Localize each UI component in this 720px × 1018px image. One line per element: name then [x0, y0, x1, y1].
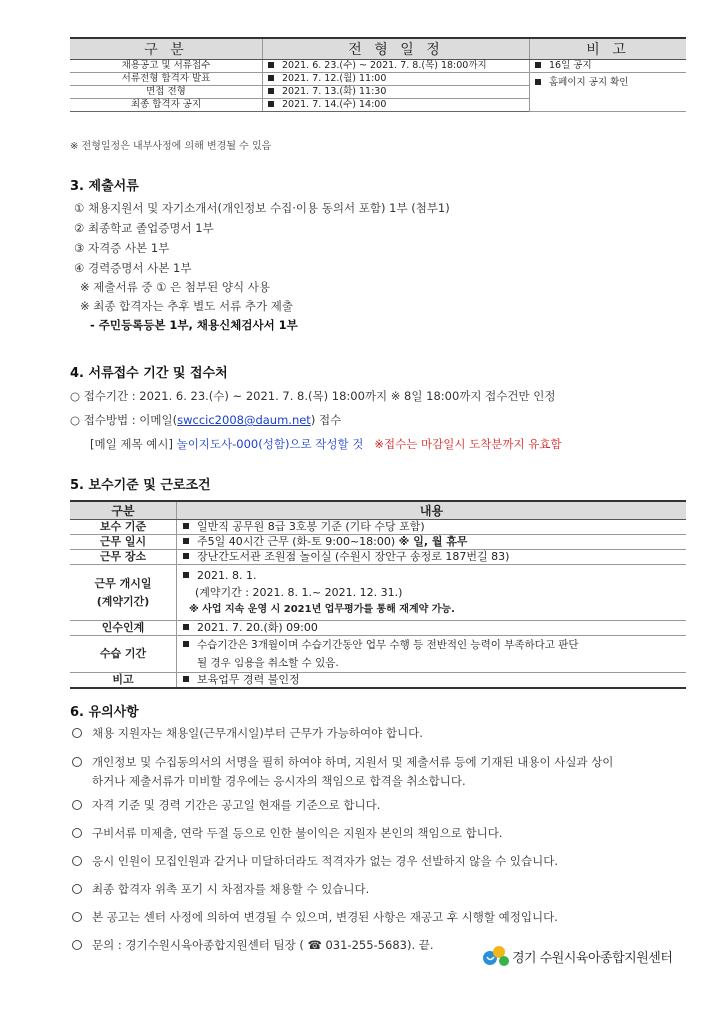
subject-deadline-note: ※접수는 마감일시 도착분까지 유효함 [374, 437, 562, 451]
start-label-line1: 근무 개시일 [94, 576, 152, 590]
caution-text: 자격 기준 및 경력 기간은 공고일 현재를 기준으로 합니다. [92, 798, 381, 812]
caution-item [72, 853, 558, 869]
start-date-text: 2021. 8. 1. [197, 569, 257, 582]
method-prefix: ○ 접수방법 : 이메일( [70, 413, 178, 427]
schedule-header-date: 전 형 일 정 [263, 38, 530, 60]
document-item: ② 최종학교 졸업증명서 1부 [74, 221, 214, 235]
remark-value [177, 673, 687, 689]
circle-bullet-icon [72, 828, 82, 838]
bullet-icon [535, 79, 541, 85]
conditions-row [70, 535, 686, 550]
document-item: ③ 자격증 사본 1부 [74, 241, 170, 255]
caution-text: 최종 합격자 위촉 포기 시 차점자를 채용할 수 있습니다. [92, 882, 370, 896]
schedule-item: 최종 합격자 공지 [70, 99, 263, 112]
circle-bullet-icon [72, 757, 82, 767]
circle-bullet-icon [72, 912, 82, 922]
document-item: ④ 경력증명서 사본 1부 [74, 261, 192, 275]
schedule-merged-note [530, 73, 687, 112]
start-value [177, 565, 687, 621]
hours-holiday: ※ 일, 월 휴무 [398, 535, 468, 548]
probation-value [177, 636, 687, 673]
probation-line1 [181, 636, 682, 654]
schedule-merged-note-text: 홈페이지 공지 확인 [549, 77, 629, 88]
circle-bullet-icon [72, 728, 82, 738]
caution-item [72, 797, 380, 813]
schedule-note-text: 16일 공지 [549, 60, 592, 71]
schedule-note-text: ※ 전형일정은 내부사정에 의해 변경될 수 있음 [70, 141, 272, 152]
bullet-icon [183, 572, 189, 578]
circle-bullet-icon [72, 940, 82, 950]
caution-item [72, 825, 502, 841]
start-label [70, 565, 177, 621]
application-method [70, 412, 341, 428]
org-logo-icon [482, 943, 510, 969]
org-name: 경기 수원시육아종합지원센터 [512, 950, 673, 966]
schedule-date-text: 2021. 7. 12.(월) 11:00 [282, 73, 387, 84]
probation-label: 수습 기간 [70, 636, 177, 673]
circle-bullet-icon [72, 884, 82, 894]
start-date-line [181, 567, 682, 584]
conditions-header-content: 내용 [177, 501, 687, 520]
caution-item [72, 725, 423, 741]
schedule-table [70, 37, 686, 112]
bullet-icon [535, 62, 541, 68]
conditions-row [70, 621, 686, 636]
schedule-row [70, 73, 686, 86]
conditions-row [70, 520, 686, 535]
schedule-date [263, 86, 530, 99]
caution-text: 개인정보 및 수집동의서의 서명을 필히 하여야 하며, 지원서 및 제출서류 등에 기재된 내용이 사실과 상이 [92, 755, 614, 769]
conditions-header-row [70, 501, 686, 520]
caution-item [72, 881, 369, 897]
application-period: ○ 접수기간 : 2021. 6. 23.(수) ~ 2021. 7. 8.(목) 18:00까지 ※ 8일 18:00까지 접수건만 인정 [70, 389, 556, 403]
bullet-icon [183, 553, 189, 559]
remark-label: 비고 [70, 673, 177, 689]
schedule-item: 채용공고 및 서류접수 [70, 60, 263, 73]
bullet-icon [268, 101, 274, 107]
schedule-date [263, 99, 530, 112]
schedule-date [263, 60, 530, 73]
circle-bullet-icon [72, 800, 82, 810]
hours-label: 근무 일시 [70, 535, 177, 550]
document-item: ① 채용지원서 및 자기소개서(개인정보 수집·이용 동의서 포함) 1부 (첨부1) [74, 201, 450, 215]
contact-suffix: ). 끝. [406, 938, 434, 952]
hours-value [177, 535, 687, 550]
place-text: 장난간도서관 조원점 놀이실 (수원시 장안구 송정로 187번길 83) [197, 550, 510, 563]
subject-format: 놀이지도사-000(성함)으로 작성할 것 [176, 437, 364, 451]
bullet-icon [268, 88, 274, 94]
contact-item [72, 937, 434, 953]
probation-text2: 될 경우 임용을 취소할 수 있음. [197, 657, 339, 669]
subject-prefix: [메일 제목 예시] [90, 437, 177, 451]
pay-value [177, 520, 687, 535]
section-6-title: 6. 유의사항 [70, 705, 139, 720]
document-extra: - 주민등록등본 1부, 채용신체검사서 1부 [90, 318, 298, 332]
schedule-item: 서류전형 합격자 발표 [70, 73, 263, 86]
schedule-item: 면접 전형 [70, 86, 263, 99]
bullet-icon [183, 624, 189, 630]
schedule-date [263, 73, 530, 86]
document-note: ※ 최종 합격자는 추후 별도 서류 추가 제출 [80, 299, 293, 313]
bullet-icon [183, 523, 189, 529]
handover-text: 2021. 7. 20.(화) 09:00 [197, 621, 318, 634]
bullet-icon [268, 62, 274, 68]
conditions-row [70, 550, 686, 565]
caution-item-continued: 하거나 제출서류가 미비할 경우에는 응시자의 책임으로 합격을 취소합니다. [92, 774, 466, 788]
conditions-row [70, 565, 686, 621]
place-value [177, 550, 687, 565]
schedule-date-text: 2021. 6. 23.(수) ~ 2021. 7. 8.(목) 18:00까지 [282, 60, 487, 71]
conditions-header-category: 구분 [70, 501, 177, 520]
method-suffix: ) 접수 [310, 413, 342, 427]
caution-text: 본 공고는 센터 사정에 의하여 변경될 수 있으며, 변경된 사항은 재공고 후 시행할 예정입니다. [92, 910, 558, 924]
hours-text: 주5일 40시간 근무 (화-토 9:00~18:00) [197, 535, 396, 548]
place-label: 근무 장소 [70, 550, 177, 565]
bullet-icon [268, 75, 274, 81]
bullet-icon [183, 676, 189, 682]
schedule-date-text: 2021. 7. 13.(화) 11:30 [282, 86, 387, 97]
section-5-title: 5. 보수기준 및 근로조건 [70, 478, 211, 493]
handover-label: 인수인계 [70, 621, 177, 636]
conditions-table [70, 500, 686, 689]
schedule-header-row [70, 38, 686, 60]
handover-value [177, 621, 687, 636]
schedule-row [70, 60, 686, 73]
schedule-header-category: 구 분 [70, 38, 263, 60]
org-logo [482, 943, 672, 969]
pay-text: 일반직 공무원 8급 3호봉 기준 (기타 수당 포함) [197, 520, 425, 533]
pay-label: 보수 기준 [70, 520, 177, 535]
contact-phone: 031-255-5683 [325, 938, 407, 952]
remark-text: 보육업무 경력 불인정 [197, 673, 300, 686]
schedule-date-text: 2021. 7. 14.(수) 14:00 [282, 99, 387, 110]
contact-prefix: 문의 : 경기수원시육아종합지원센터 팀장 ( [92, 938, 308, 952]
section-3-title: 3. 제출서류 [70, 179, 139, 194]
start-label-line2: (계약기간) [96, 594, 150, 608]
bullet-icon [183, 641, 189, 647]
caution-text: 구비서류 미제출, 연락 두절 등으로 인한 불이익은 지원자 본인의 책임으로 합니다. [92, 826, 503, 840]
caution-item [72, 754, 613, 770]
conditions-row [70, 673, 686, 689]
contract-period: (계약기간 : 2021. 8. 1.~ 2021. 12. 31.) [195, 586, 403, 599]
caution-text: 응시 인원이 모집인원과 같거나 미달하더라도 적격자가 없는 경우 선발하지 않을 수 있습니다. [92, 854, 559, 868]
schedule-header-note: 비 고 [530, 38, 687, 60]
phone-icon: ☎ [307, 938, 326, 952]
mail-subject-example [90, 436, 562, 452]
section-4-title: 4. 서류접수 기간 및 접수처 [70, 366, 228, 381]
bullet-icon [183, 538, 189, 544]
circle-bullet-icon [72, 856, 82, 866]
caution-text: 채용 지원자는 채용일(근무개시일)부터 근무가 가능하여야 합니다. [92, 726, 423, 740]
caution-item [72, 909, 558, 925]
schedule-note [530, 60, 687, 73]
probation-text1: 수습기간은 3개월이며 수습기간동안 업무 수행 등 전반적인 능력이 부족하다고 판단 [197, 639, 579, 651]
email-link[interactable]: swccic2008@daum.net [177, 413, 311, 427]
document-note: ※ 제출서류 중 ① 은 첨부된 양식 사용 [80, 280, 270, 294]
conditions-row [70, 636, 686, 673]
renewal-note: ※ 사업 지속 운영 시 2021년 업무평가를 통해 재계약 가능. [189, 604, 455, 615]
